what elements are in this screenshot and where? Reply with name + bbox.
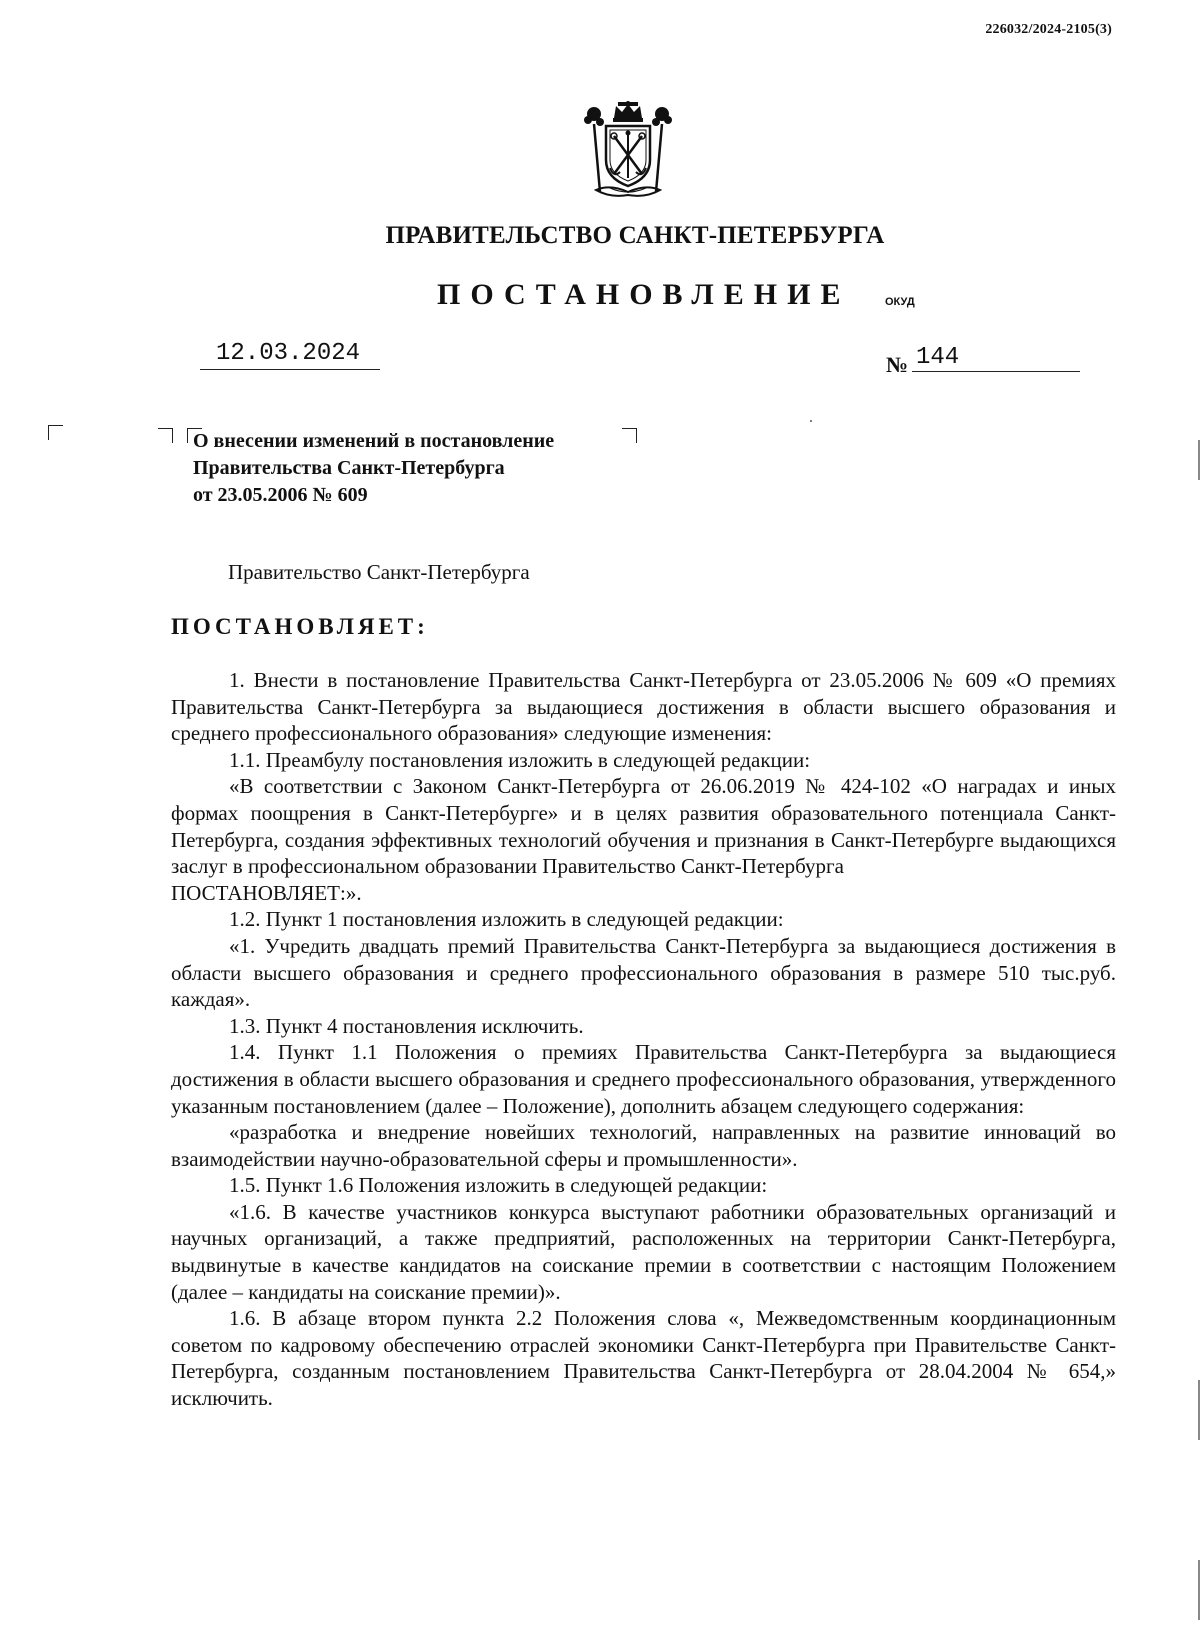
document-body — [171, 667, 1116, 1412]
body-paragraph: «1. Учредить двадцать премий Правительства Санкт-Петербурга за выдающиеся достижения в области высшего образования и среднего профессионального образования в размере 510 тыс.руб. каждая». — [171, 933, 1116, 1012]
saint-petersburg-coat-of-arms-icon — [580, 100, 676, 200]
body-paragraph: 1.3. Пункт 4 постановления исключить. — [229, 1013, 584, 1038]
body-paragraph: 1.2. Пункт 1 постановления изложить в следующей редакции: — [229, 907, 784, 932]
document-number: 144 — [912, 344, 1080, 372]
body-paragraph: 1. Внести в постановление Правительства Санкт-Петербурга от 23.05.2006 № 609 «О премиях Правительства Санкт-Петербурга за выдающиеся достижения в области высшего образования и среднего профессионального образования» следующие изменения: — [171, 668, 1116, 746]
decrees-heading: ПОСТАНОВЛЯЕТ: — [171, 614, 429, 639]
document-type-title: ПОСТАНОВЛЕНИЕ — [437, 278, 851, 311]
subject-line-1: О внесении изменений в постановление — [193, 430, 555, 452]
left-margin-corner-mark — [48, 425, 63, 440]
issuing-authority-line: Правительство Санкт-Петербурга — [228, 560, 530, 584]
subject-line-2: Правительства Санкт-Петербурга — [193, 457, 505, 479]
registration-number: 226032/2024-2105(3) — [985, 22, 1112, 37]
document-subject — [193, 428, 554, 509]
body-paragraph: 1.6. В абзаце втором пункта 2.2 Положения слова «, Межведомственным координационным советом по кадровому обеспечению отраслей экономики Санкт-Петербурга при Правительстве Санкт-Петербурга, созданным постановлением Правительства Санкт-Петербурга от 28.04.2004 № 654,» исключить. — [171, 1306, 1116, 1411]
number-sign: № — [886, 352, 909, 377]
body-paragraph: 1.4. Пункт 1.1 Положения о премиях Правительства Санкт-Петербурга за выдающиеся достижения в области высшего образования и среднего профессионального образования, утвержденного указанным постановлением (далее – Положение), дополнить абзацем следующего содержания: — [171, 1040, 1116, 1118]
body-paragraph: «разработка и внедрение новейших технологий, направленных на развитие инноваций во взаимодействии научно-образовательной сферы и промышленности». — [171, 1120, 1116, 1171]
scan-speck — [810, 420, 812, 422]
subject-bracket-left-outer — [158, 428, 173, 443]
okud-label: ОКУД — [885, 296, 915, 308]
document-date: 12.03.2024 — [200, 340, 380, 370]
body-paragraph: «В соответствии с Законом Санкт-Петербурга от 26.06.2019 № 424-102 «О наградах и иных формах поощрения в Санкт-Петербурге» и в целях развития образовательного потенциала Санкт-Петербурга, создания эффективных технологий обучения и признания в Санкт-Петербурге выдающихся заслуг в профессиональном образовании Правительство Санкт-Петербурга — [171, 774, 1116, 879]
body-paragraph: «1.6. В качестве участников конкурса выступают работники образовательных организаций и научных организаций, а также предприятий, расположенных на территории Санкт-Петербурга, выдвинутые в качестве кандидатов на соискание премии в соответствии с настоящим Положением (далее – кандидаты на соискание премии)». — [171, 1199, 1116, 1304]
body-paragraph: 1.5. Пункт 1.6 Положения изложить в следующей редакции: — [229, 1173, 768, 1198]
subject-line-3: от 23.05.2006 № 609 — [193, 484, 368, 506]
body-paragraph: ПОСТАНОВЛЯЕТ:». — [171, 880, 362, 905]
organization-title: ПРАВИТЕЛЬСТВО САНКТ-ПЕТЕРБУРГА — [385, 222, 885, 249]
subject-bracket-right — [622, 428, 637, 443]
body-paragraph: 1.1. Преамбулу постановления изложить в следующей редакции: — [229, 747, 811, 772]
